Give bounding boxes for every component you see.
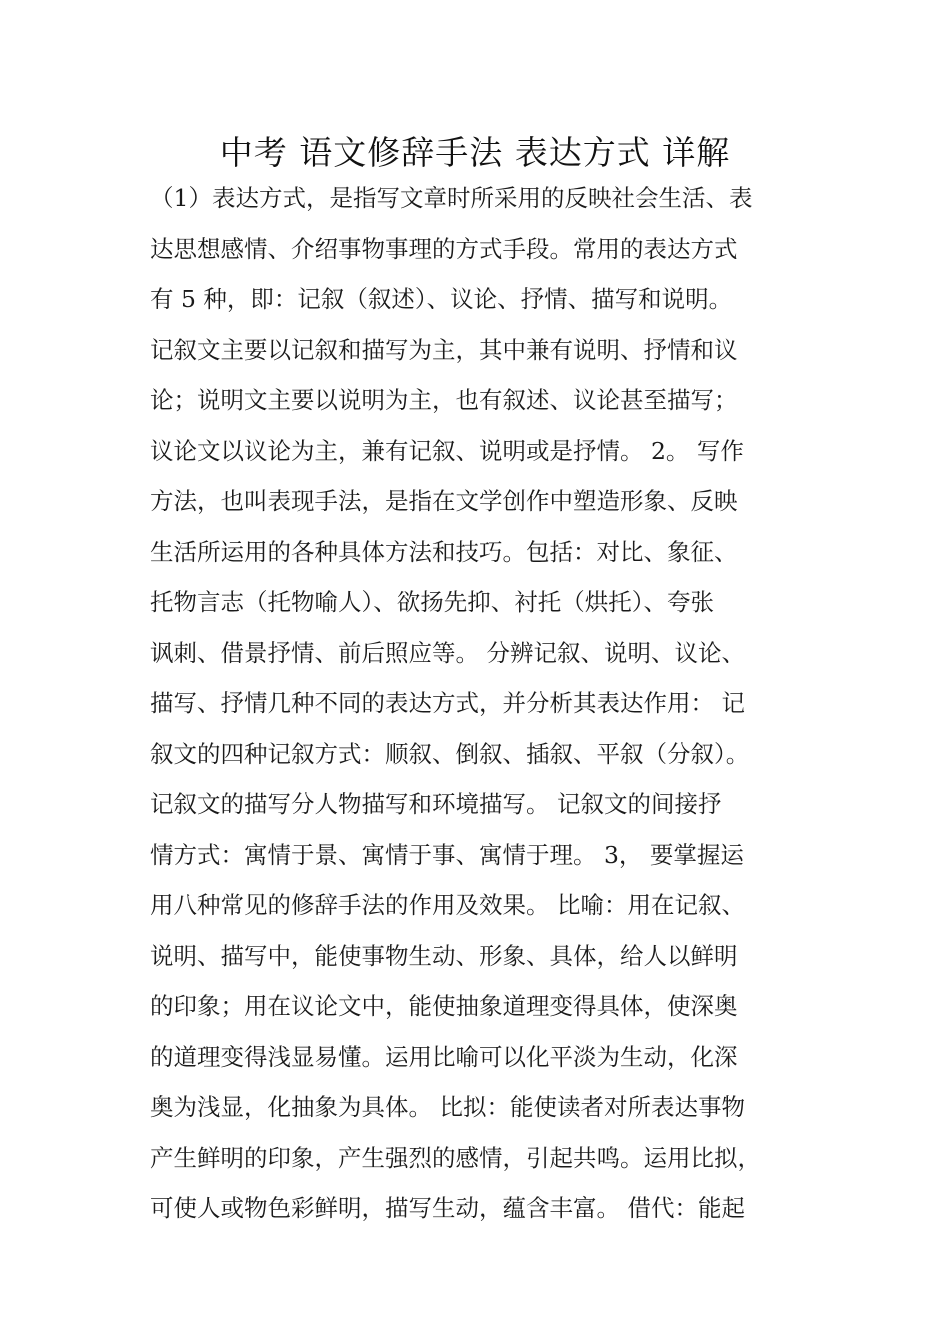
body-line: 叙文的四种记叙方式：顺叙、倒叙、插叙、平叙（分叙）。 [150,739,750,768]
body-line: 描写、抒情几种不同的表达方式，并分析其表达作用： 记 [150,689,745,717]
body-line: 论；说明文主要以说明为主，也有叙述、议论甚至描写； [150,386,738,414]
body-line: （1）表达方式，是指写文章时所采用的反映社会生活、表 [150,184,753,212]
body-line: 用八种常见的修辞手法的作用及效果。 比喻：用在记叙、 [150,891,745,919]
body-line: 托物言志（托物喻人）、欲扬先抑、衬托（烘托）、夸张 [150,588,714,616]
body-line: 的印象；用在议论文中，能使抽象道理变得具体，使深奥 [150,992,738,1020]
body-line: 可使人或物色彩鲜明，描写生动，蕴含丰富。 借代：能起 [150,1194,745,1222]
body-line: 奥为浅显，化抽象为具体。 比拟：能使读者对所表达事物 [150,1093,745,1121]
body-line: 说明、描写中，能使事物生动、形象、具体，给人以鲜明 [150,941,738,970]
document-body [150,173,810,1234]
body-line: 讽刺、借景抒情、前后照应等。 分辨记叙、说明、议论、 [150,638,745,667]
body-line: 议论文以议论为主，兼有记叙、说明或是抒情。 2。 写作 [150,436,744,465]
body-line: 生活所运用的各种具体方法和技巧。包括：对比、象征、 [150,537,738,566]
body-line: 情方式：寓情于景、寓情于事、寓情于理。 3， 要掌握运 [150,840,744,869]
body-line: 的道理变得浅显易懂。运用比喻可以化平淡为生动，化深 [150,1042,738,1071]
body-line: 产生鲜明的印象，产生强烈的感情，引起共鸣。运用比拟， [150,1143,761,1172]
body-line: 方法，也叫表现手法，是指在文学创作中塑造形象、反映 [150,487,738,515]
body-line: 记叙文的描写分人物描写和环境描写。 记叙文的间接抒 [150,790,722,818]
body-line: 达思想感情、介绍事物事理的方式手段。常用的表达方式 [150,234,738,263]
body-line: 有 5 种，即：记叙（叙述）、议论、抒情、描写和说明。 [150,285,733,313]
body-line: 记叙文主要以记叙和描写为主，其中兼有说明、抒情和议 [150,335,738,364]
document-title: 中考 语文修辞手法 表达方式 详解 [219,133,731,172]
